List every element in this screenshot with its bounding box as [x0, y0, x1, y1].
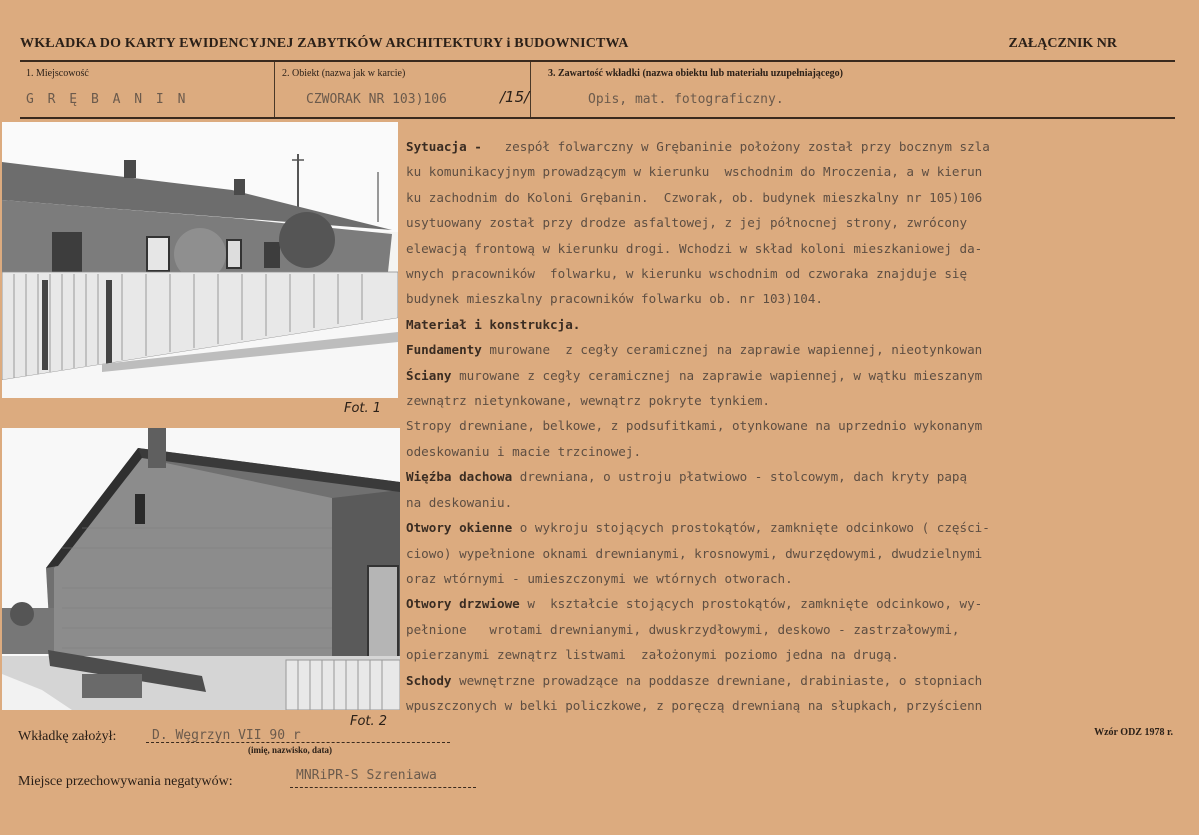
description-text: [406, 134, 1196, 714]
description-body: elewacją frontową w kierunku drogi. Wchodzi w skład koloni mieszkaniowej da-: [406, 240, 983, 256]
photo-1-caption: Fot. 1: [344, 401, 382, 416]
object-value: CZWORAK NR 103)106: [306, 92, 447, 107]
description-body: murowane z cegły ceramicznej na zaprawie wapiennej, nieotynkowan: [481, 342, 983, 358]
description-body: o wykroju stojących prostokątów, zamknięte odcinkowo ( części-: [512, 520, 990, 536]
description-line: [406, 439, 1196, 464]
description-body: drewniana, o ustroju płatwiowo - stolcowym, dach kryty papą: [512, 469, 968, 485]
description-heading: Materiał i konstrukcja.: [406, 316, 581, 332]
description-body: wnych pracowników folwarku, w kierunku wschodnim od czworaka znajduje się: [406, 266, 968, 282]
photo-1: [2, 122, 398, 398]
founder-caption: (imię, nazwisko, data): [248, 745, 332, 755]
storage-label: Miejsce przechowywania negatywów:: [18, 774, 233, 789]
description-line: [406, 464, 1196, 489]
description-heading: Fundamenty: [406, 342, 482, 358]
description-line: [406, 337, 1196, 362]
description-line: [406, 668, 1196, 693]
object-handwritten-number: /15/: [500, 88, 530, 106]
description-line: [406, 566, 1196, 591]
description-body: zespół folwarczny w Grębaninie położony został przy bocznym szla: [489, 139, 990, 154]
storage-dotted-line: [290, 787, 476, 788]
attachment-number-label: ZAŁĄCZNIK NR: [1008, 36, 1117, 51]
description-line: [406, 617, 1196, 642]
description-line: [406, 591, 1196, 616]
description-line: [406, 541, 1196, 566]
object-label: 2. Obiekt (nazwa jak w karcie): [282, 68, 406, 79]
description-body: w kształcie stojących prostokątów, zamknięte odcinkowo, wy-: [519, 596, 983, 612]
description-line: [406, 388, 1196, 413]
header-rule-bottom: [20, 117, 1175, 119]
description-line: [406, 159, 1196, 184]
photo-2-caption: Fot. 2: [350, 714, 388, 729]
description-body: wewnętrzne prowadzące na poddasze drewniane, drabiniaste, o stopniach: [451, 672, 983, 688]
description-line: [406, 261, 1196, 286]
description-body: budynek mieszkalny pracowników folwarku ob. nr 103)104.: [406, 291, 824, 307]
description-body: opierzanymi zewnątrz listwami założonymi poziomo jedna na drugą.: [406, 647, 899, 663]
form-code: Wzór ODZ 1978 r.: [1094, 727, 1173, 738]
founder-label: Wkładkę założył:: [18, 729, 117, 744]
description-line: [406, 236, 1196, 261]
content-label: 3. Zawartość wkładki (nazwa obiektu lub materiału uzupełniającego): [548, 68, 844, 79]
description-body: ku zachodnim do Koloni Grębanin. Czworak, ob. budynek mieszkalny nr 105)106: [406, 189, 983, 205]
description-line: [406, 363, 1196, 388]
description-heading: Otwory drzwiowe: [406, 596, 520, 612]
field-divider-2: [530, 62, 531, 117]
header-rule-top: [20, 60, 1175, 62]
description-line: [406, 210, 1196, 235]
description-heading: Schody: [406, 672, 452, 688]
description-body: ku komunikacyjnym prowadzącym w kierunku wschodnim do Mroczenia, a w kierun: [406, 164, 983, 180]
description-body: odeskowaniu i macie trzcinowej.: [406, 443, 642, 459]
description-body: na deskowaniu.: [406, 494, 513, 510]
description-body: usytuowany został przy drodze asfaltowej, z jej północnej strony, zwrócony: [406, 215, 968, 231]
description-body: zewnątrz nietynkowane, wewnątrz pokryte tynkiem.: [406, 393, 770, 409]
description-heading: Sytuacja -: [406, 139, 490, 154]
description-heading: Więźba dachowa: [406, 469, 513, 485]
description-body: ciowo) wypełnione oknami drewnianymi, krosnowymi, dwurzędowymi, dwudzielnymi: [406, 545, 983, 561]
content-value: Opis, mat. fotograficzny.: [588, 92, 784, 107]
description-line: [406, 515, 1196, 540]
description-line: [406, 185, 1196, 210]
storage-value: MNRiPR-S Szreniawa: [296, 768, 437, 783]
description-line: [406, 693, 1196, 714]
description-heading: Ściany: [406, 367, 452, 383]
description-line: [406, 642, 1196, 667]
photo-1-image: [2, 122, 398, 398]
description-body: pełnione wrotami drewnianymi, dwuskrzydłowymi, deskowo - zastrzałowymi,: [406, 621, 960, 637]
description-heading: Otwory okienne: [406, 520, 513, 536]
description-body: wpuszczonych w belki policzkowe, z poręczą drewnianą na słupkach, przyścienn: [406, 697, 983, 713]
field-divider-1: [274, 62, 275, 117]
photo-2: [2, 428, 400, 710]
photo-2-image: [2, 428, 400, 710]
place-label: 1. Miejscowość: [26, 68, 89, 79]
description-body: Stropy drewniane, belkowe, z podsufitkami, otynkowane na uprzednio wykonanym: [406, 418, 983, 434]
description-line: [406, 490, 1196, 515]
place-value: G R Ę B A N I N: [26, 92, 189, 107]
description-line: [406, 286, 1196, 311]
description-body: oraz wtórnymi - umieszczonymi we wtórnych otworach.: [406, 570, 793, 586]
description-body: murowane z cegły ceramicznej na zaprawie wapiennej, w wątku mieszanym: [451, 367, 983, 383]
description-line: [406, 312, 1196, 337]
description-line: [406, 413, 1196, 438]
description-line: [406, 134, 1196, 159]
card-title: WKŁADKA DO KARTY EWIDENCYJNEJ ZABYTKÓW ARCHITEKTURY i BUDOWNICTWA: [20, 36, 629, 51]
founder-value: D. Węgrzyn VII 90 r: [152, 728, 301, 743]
